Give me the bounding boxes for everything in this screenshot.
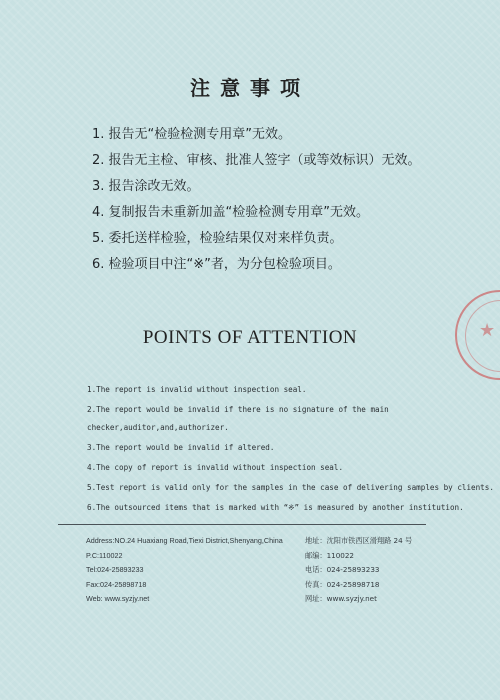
cn-notice-item: 2. 报告无主检、审核、批准人签字（或等效标识）无效。 [92, 153, 421, 168]
cn-notice-list [92, 122, 421, 278]
cn-notice-item: 1. 报告无“检验检测专用章”无效。 [92, 127, 292, 142]
en-notice-item: 6.The outsourced items that is marked with “※” is measured by another institution. [87, 503, 464, 512]
cn-notice-item: 5. 委托送样检验，检验结果仅对来样负责。 [92, 231, 343, 246]
footer-contact-en [86, 534, 283, 607]
en-notice-list [87, 380, 494, 518]
footer-contact-cn [305, 534, 412, 607]
footer-tel-en: Tel:024-25893233 [86, 565, 144, 574]
footer-divider [58, 524, 426, 525]
cn-notice-item: 4. 复制报告未重新加盖“检验检测专用章”无效。 [92, 205, 370, 220]
en-notice-item-continued: checker,auditor,and,authorizer. [87, 423, 229, 432]
en-notice-item: 3.The report would be invalid if altered. [87, 443, 275, 452]
en-notice-item: 4.The copy of report is invalid without inspection seal. [87, 463, 344, 472]
footer-tel-cn: 电话：024-25893233 [305, 565, 380, 574]
en-notice-item: 1.The report is invalid without inspection seal. [87, 385, 307, 394]
footer-fax-cn: 传真：024-25898718 [305, 579, 380, 589]
footer-postcode-en: P.C:110022 [86, 550, 123, 560]
en-notice-item: 2.The report would be invalid if there is no signature of the main [87, 405, 389, 414]
footer-web-cn: 网址：www.syzjy.net [305, 594, 377, 603]
footer-web-en: Web: www.syzjy.net [86, 594, 150, 603]
en-notice-item: 5.Test report is valid only for the samples in the case of delivering samples by clients. [87, 483, 494, 492]
red-seal-stamp [455, 290, 500, 380]
seal-star-icon: ★ [479, 320, 496, 341]
footer-address-cn: 地址：沈阳市铁西区滑翔路 24 号 [305, 536, 413, 545]
footer-fax-en: Fax:024-25898718 [86, 579, 147, 589]
cn-notice-item: 6. 检验项目中注“※”者，为分包检验项目。 [92, 257, 341, 272]
cn-title: 注意事项 [190, 76, 310, 100]
cn-notice-item: 3. 报告涂改无效。 [92, 179, 200, 194]
en-title: POINTS OF ATTENTION [142, 327, 358, 348]
footer-postcode-cn: 邮编：110022 [305, 550, 355, 560]
footer-address-en: Address:NO.24 Huaxiang Road,Tiexi District,Shenyang,China [86, 536, 283, 545]
